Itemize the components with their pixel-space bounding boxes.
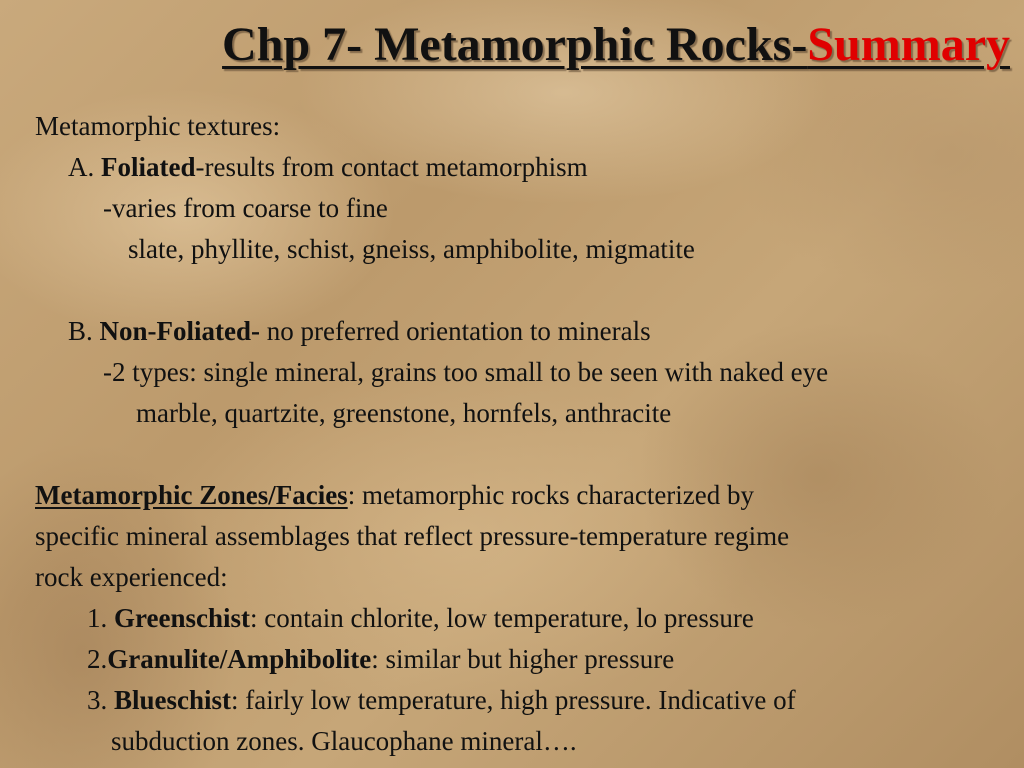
- title-main: Chp 7- Metamorphic Rocks-: [222, 18, 808, 71]
- title-accent: Summary: [807, 18, 1010, 71]
- nonfoliated-desc: no preferred orientation to minerals: [260, 316, 651, 346]
- zone-item-term: Greenschist: [114, 603, 250, 633]
- zone-item-prefix: 3.: [87, 685, 114, 715]
- zone-item-prefix: 2.: [87, 644, 108, 674]
- foliated-sub: -varies from coarse to fine: [103, 193, 388, 223]
- zone-item-granulite: [35, 639, 1020, 680]
- zone-item-term: Blueschist: [114, 685, 232, 715]
- zones-desc: : metamorphic rocks characterized by: [347, 480, 755, 510]
- zone-item-prefix: 1.: [87, 603, 114, 633]
- nonfoliated-prefix: B.: [68, 316, 100, 346]
- spacer: [35, 270, 1020, 311]
- zone-item-desc: : fairly low temperature, high pressure. Indicative of: [231, 685, 796, 715]
- slide-title: [222, 14, 1010, 76]
- nonfoliated-examples: marble, quartzite, greenstone, hornfels, anthracite: [136, 398, 672, 428]
- zone-item-desc: : similar but higher pressure: [371, 644, 675, 674]
- zone-item-term: Granulite/Amphibolite: [107, 644, 372, 674]
- zone-item-blueschist-cont: subduction zones. Glaucophane mineral….: [111, 726, 577, 756]
- zone-item-desc: : contain chlorite, low temperature, lo pressure: [250, 603, 754, 633]
- zones-desc-line2: specific mineral assemblages that reflect pressure-temperature regime: [35, 521, 790, 551]
- zones-desc-line3: rock experienced:: [35, 562, 228, 592]
- nonfoliated-line: [35, 311, 1020, 352]
- foliated-examples: slate, phyllite, schist, gneiss, amphibolite, migmatite: [128, 234, 695, 264]
- spacer: [35, 434, 1020, 475]
- foliated-line: [35, 147, 1020, 188]
- foliated-term: Foliated: [101, 152, 196, 182]
- zones-heading: Metamorphic Zones/Facies: [35, 480, 348, 510]
- textures-heading: Metamorphic textures:: [35, 111, 281, 141]
- nonfoliated-term: Non-Foliated-: [99, 316, 260, 346]
- zone-item-blueschist: [35, 680, 1020, 721]
- foliated-desc: -results from contact metamorphism: [195, 152, 588, 182]
- zone-item-greenschist: [35, 598, 1020, 639]
- slide-body: [35, 106, 1020, 762]
- foliated-prefix: A.: [68, 152, 101, 182]
- nonfoliated-sub: -2 types: single mineral, grains too small to be seen with naked eye: [103, 357, 829, 387]
- zones-line: [35, 475, 1020, 516]
